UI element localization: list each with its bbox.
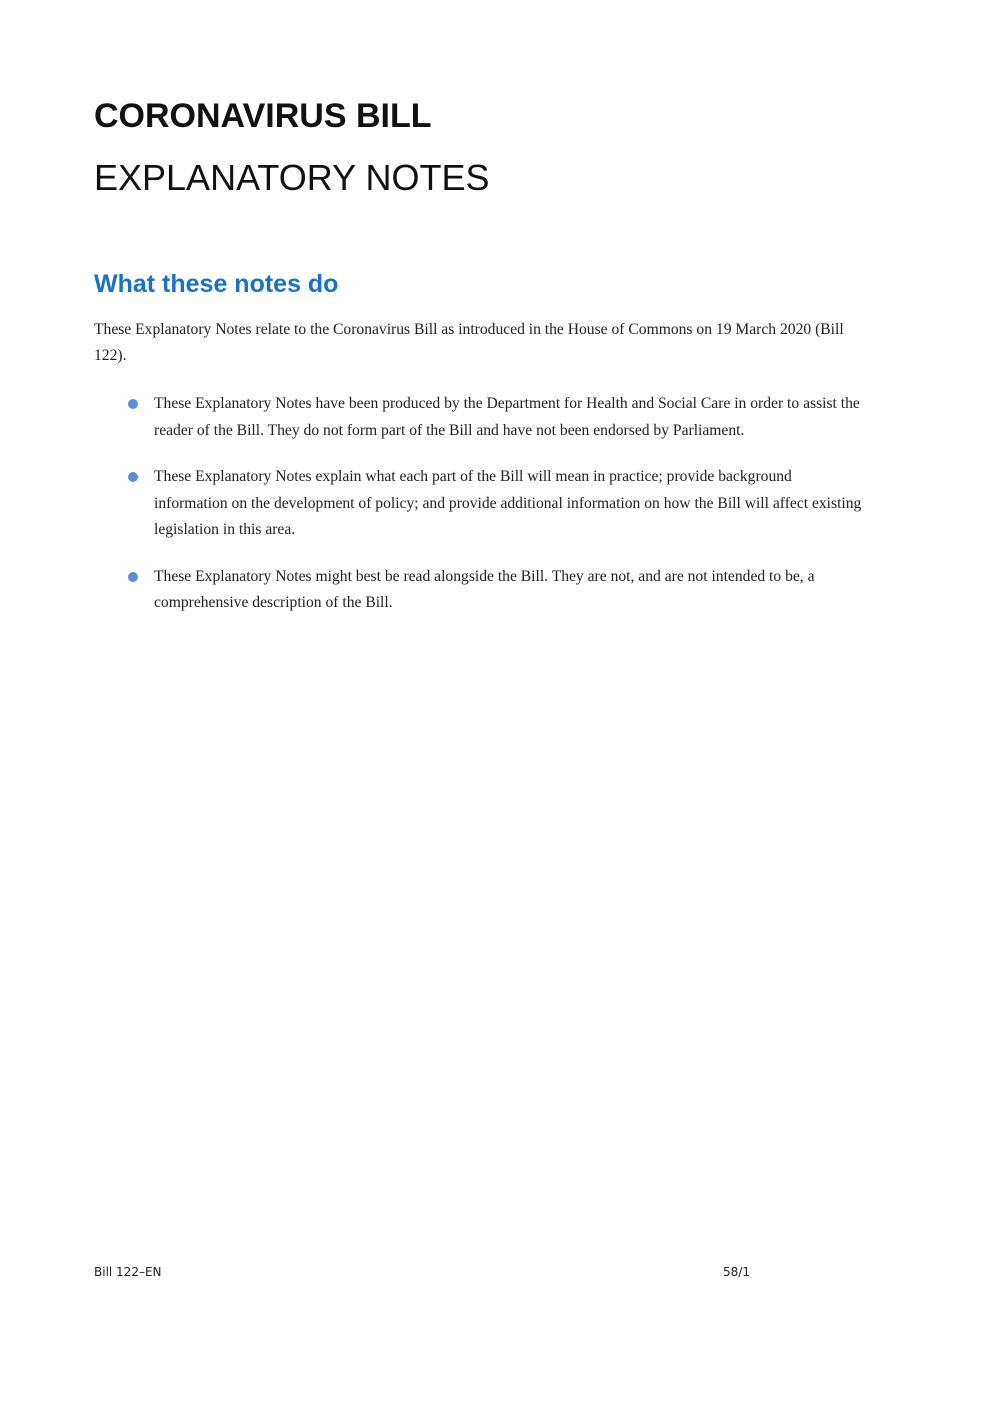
bullet-text: These Explanatory Notes might best be read alongside the Bill. They are not, and are not intended to be, a comprehensive description of the Bill.	[154, 567, 815, 611]
bullet-dot-icon	[128, 399, 138, 409]
list-item	[128, 464, 868, 544]
bullet-text: These Explanatory Notes have been produced by the Department for Health and Social Care in order to assist the reader of the Bill. They do not form part of the Bill and have not been endorsed by Parliament.	[154, 395, 860, 439]
footer-page-reference: 58/1	[723, 1265, 750, 1279]
bullet-list	[128, 391, 868, 637]
bullet-dot-icon	[128, 572, 138, 582]
footer-bill-reference: Bill 122–EN	[94, 1265, 162, 1279]
bullet-dot-icon	[128, 472, 138, 482]
list-item	[128, 564, 868, 617]
section-heading: What these notes do	[94, 270, 339, 298]
intro-paragraph: These Explanatory Notes relate to the Coronavirus Bill as introduced in the House of Commons on 19 March 2020 (Bill 122).	[94, 321, 844, 364]
document-subtitle: EXPLANATORY NOTES	[94, 157, 490, 198]
list-item	[128, 391, 868, 444]
bullet-text: These Explanatory Notes explain what each part of the Bill will mean in practice; provide background information on the development of policy; and provide additional information on how the Bill will affect existing legislation in this area.	[154, 468, 862, 538]
document-title: CORONAVIRUS BILL	[94, 97, 432, 135]
